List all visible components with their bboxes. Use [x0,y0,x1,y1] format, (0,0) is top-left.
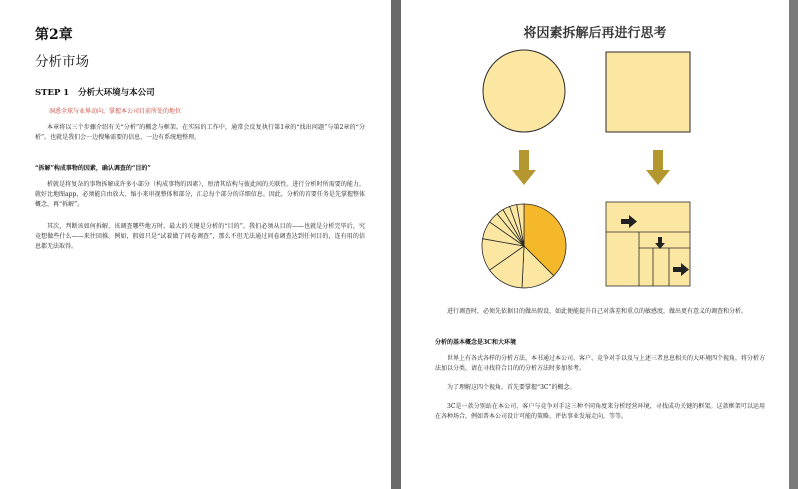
decomposition-figure [401,0,789,300]
paragraph-hypothesis: 进行调查时，必须先依据目的做出假设，如此便能提升自己对落差和重点的敏感度，做出更有意义的调查和分析。 [447,308,748,315]
viewer-background [789,0,798,489]
section-heading: 分析的基本概念是3C和大环境 [435,339,516,346]
figure-title: 将因素拆解后再进行思考 [523,26,667,41]
right-page [401,0,789,489]
paragraph-decompose: 析就是将复杂的事物拆解成许多小部分（构成事物的因素），厘清其结构与彼此间的关联性。进行分析时所需要的能力，就好比地图app，必须能自由放大、缩小来审视整体和部分，汇总每个部分的详细信息。因此，分析的首要任务是先掌握整体概念，再“拆解”。 [35,181,365,208]
whole-circle-icon [483,50,565,132]
paragraph-3c-detail: 3C是一款分别站在本公司、客户与竞争对手这三种不同角度来分析经营环境，寻找成功关键的框架。这款框架可以运用在各种场合，例如普本公司设计可能的策略、评估事业发展走向，等等。 [435,403,765,420]
down-arrow-icon [512,150,536,185]
page-gutter [391,0,401,489]
left-page [0,0,391,489]
paragraph-purpose: 其次，判断该如何拆解、该调查哪些地方时，最大的关键是分析的“目的”。我们必须从目的——也就是分析完毕后，究竟想做些什么——来往回推。例如，假如只是“试着做了问卷调查”，那么不但无法通过问卷调查达到任何目的，连有用的信息都无法取得。 [35,223,365,250]
paragraph-methods: 世界上有各式各样的分析方法，本书通过本公司、客户、竞争对手以及与上述三者息息相关的大环境四个视角，将分析方法加以分类，请在寻找符合目的的分析方法时多加参考。 [435,355,766,372]
step-title: 分析大环境与本公司 [78,88,155,98]
chapter-number: 第2章 [35,27,73,43]
down-arrow-icon [646,150,670,185]
step-heading [35,86,155,98]
paragraph-intro: 本章将以三个步骤介绍有关“分析”的概念与框架。在实际的工作中，通常会反复执行第1章的“找出问题”与第2章的“分析”。也就是我们会一边搜集需要的信息，一边有系统地整理。 [35,124,365,141]
section-heading: “拆解”构成事物的因素，确认调查的“目的” [35,165,151,172]
split-square-icon [606,202,690,286]
chapter-title: 分析市场 [35,54,89,70]
split-pie-icon [482,204,566,288]
step-subtitle: 洞悉全球与业界动向，掌握本公司目前所处的地位 [49,108,182,115]
whole-square-icon [606,52,690,132]
step-label: STEP 1 [35,88,70,98]
paragraph-3c-intro: 为了理解这四个视角，首先要掌握“3C”的概念。 [447,384,576,391]
